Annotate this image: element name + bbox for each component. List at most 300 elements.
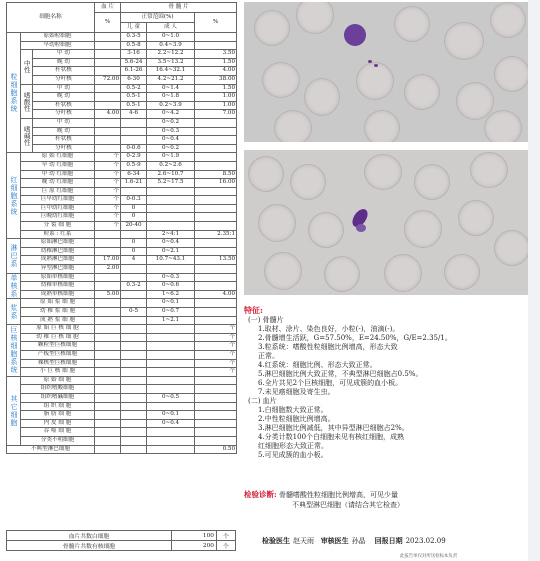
header-row xyxy=(7,3,237,13)
table-row xyxy=(7,342,237,351)
table-row xyxy=(7,101,237,110)
page-edge xyxy=(528,0,540,561)
table-row xyxy=(7,368,237,377)
cell-name: 杆状核 xyxy=(33,136,95,145)
child-range xyxy=(121,368,147,377)
marrow-value: 13.50 xyxy=(195,256,237,265)
group-label: 粒细胞系统 xyxy=(7,33,21,153)
table-row xyxy=(7,33,237,42)
marrow-value xyxy=(195,376,237,385)
blood-value: 4.00 xyxy=(95,110,121,119)
blood-value xyxy=(95,93,121,102)
blood-value xyxy=(95,445,121,454)
cell-name: 晚 幼 红细胞 xyxy=(21,179,95,188)
child-range: 4-6 xyxy=(121,110,147,119)
finding-item: 1.白细胞数大致正常。 xyxy=(258,406,328,414)
table-row xyxy=(7,393,237,402)
marrow-value xyxy=(195,436,237,445)
finding-item: 3.淋巴细胞比例减低，其中异型淋巴细胞占2%。 xyxy=(258,424,409,432)
finding-item: 2.骨髓增生活跃，G=57.50%，E=24.50%，G/E=2.35/1。 xyxy=(258,334,452,342)
cell-name: 幼 稚 浆 细 胞 xyxy=(21,308,95,317)
marrow-value xyxy=(195,308,237,317)
marrow-value xyxy=(195,161,237,170)
group-label: 红细胞系统 xyxy=(7,153,21,239)
cell-name: 原始淋巴细胞 xyxy=(21,239,95,248)
cell-name: 原 始 细 胞 xyxy=(21,376,95,385)
cell-name: 粒系 : 红系 xyxy=(21,230,95,239)
table-row xyxy=(7,325,237,334)
child-range: 0.5-1 xyxy=(121,93,147,102)
child-range xyxy=(121,359,147,368)
report-date: 2023.02.09 xyxy=(405,537,446,545)
child-range xyxy=(121,376,147,385)
table-row xyxy=(7,75,237,84)
table-row xyxy=(7,213,237,222)
blood-value xyxy=(95,144,121,153)
footer-unit: 个 xyxy=(217,541,236,551)
subgroup-label: 中性 xyxy=(21,50,33,84)
blood-value xyxy=(95,50,121,59)
marrow-value: 4.00 xyxy=(195,67,237,76)
child-header: 儿 童 xyxy=(121,23,147,33)
cell-name: 巨 原 红细胞 xyxy=(21,187,95,196)
marrow-value xyxy=(195,316,237,325)
cell-name: 成熟单核细胞 xyxy=(21,290,95,299)
group-label: 其它细胞 xyxy=(7,376,21,445)
adult-range xyxy=(147,376,195,385)
blood-value xyxy=(95,118,121,127)
marrow-value: 4.00 xyxy=(195,290,237,299)
marrow-value: 8.50 xyxy=(195,170,237,179)
child-range: 6-34 xyxy=(121,170,147,179)
table-row xyxy=(7,136,237,145)
blood-value xyxy=(95,136,121,145)
findings-title: 特征 xyxy=(244,305,260,315)
cell-name: 幼稚淋巴细胞 xyxy=(21,247,95,256)
blood-value xyxy=(95,316,121,325)
blood-value: 个 xyxy=(95,222,121,231)
adult-range: 0~1.0 xyxy=(147,33,195,42)
child-range: 0.5-9 xyxy=(121,161,147,170)
marrow-value xyxy=(195,136,237,145)
table-row xyxy=(7,350,237,359)
table-row xyxy=(7,161,237,170)
blood-micrograph xyxy=(244,150,528,295)
child-range: 0.5-1 xyxy=(121,101,147,110)
adult-range xyxy=(147,342,195,351)
blood-value xyxy=(95,368,121,377)
table-row xyxy=(7,170,237,179)
marrow-value xyxy=(195,41,237,50)
cell-name: 裸核型巨核细胞 xyxy=(21,359,95,368)
cell-name: 幼 稚 巨 核 细 胞 xyxy=(21,333,95,342)
child-range: 1.6-21 xyxy=(121,179,147,188)
subgroup-label: 嗜酸性 xyxy=(21,84,33,118)
subgroup-label: 嗜碱性 xyxy=(21,118,33,152)
doctor-name: 赵天雨 xyxy=(293,537,314,545)
cell-name: 组织嗜碱细胞 xyxy=(21,393,95,402)
adult-range: 0~0.7 xyxy=(147,308,195,317)
cell-name: 组织嗜酸细胞 xyxy=(21,385,95,394)
cell-name: 巨中幼红细胞 xyxy=(21,204,95,213)
blood-value: 个 xyxy=(95,161,121,170)
child-range: 0 xyxy=(121,213,147,222)
table-row xyxy=(7,282,237,291)
adult-range xyxy=(147,368,195,377)
footer-value: 100 xyxy=(172,531,217,541)
cell-name: 分类不明细胞 xyxy=(21,436,95,445)
cell-name: 异型淋巴细胞 xyxy=(21,265,95,274)
table-row xyxy=(7,58,237,67)
blood-value xyxy=(95,428,121,437)
table-row xyxy=(7,67,237,76)
adult-range xyxy=(147,204,195,213)
child-range: 0.3-5 xyxy=(121,33,147,42)
blood-header: 血 片 xyxy=(95,3,121,13)
blood-value xyxy=(95,308,121,317)
adult-range: 0~1.4 xyxy=(147,84,195,93)
adult-range: 3.5~13.2 xyxy=(147,58,195,67)
adult-range xyxy=(147,187,195,196)
cell-count-table xyxy=(6,2,236,454)
footer-unit: 个 xyxy=(217,531,236,541)
adult-range xyxy=(147,196,195,205)
blood-value xyxy=(95,402,121,411)
blood-value: 17.00 xyxy=(95,256,121,265)
adult-range: 4.2~21.2 xyxy=(147,75,195,84)
marrow-subheading: (一) 骨髓片 xyxy=(248,316,284,324)
blood-value xyxy=(95,273,121,282)
finding-item: 2.中性粒细胞比例增高。 xyxy=(258,415,335,423)
blood-value: 个 xyxy=(95,170,121,179)
child-range: 0-0.6 xyxy=(121,144,147,153)
blood-value xyxy=(95,436,121,445)
table-row xyxy=(7,41,237,50)
child-range: 5.6-24 xyxy=(121,58,147,67)
blood-value xyxy=(95,325,121,334)
marrow-value: 1.50 xyxy=(195,58,237,67)
blood-value: 个 xyxy=(95,153,121,162)
child-range xyxy=(121,436,147,445)
table-row xyxy=(7,333,237,342)
blood-value xyxy=(95,127,121,136)
cell-name: 巨早幼红细胞 xyxy=(21,196,95,205)
marrow-value xyxy=(195,33,237,42)
marrow-findings-list xyxy=(244,325,534,397)
blood-value xyxy=(95,333,121,342)
blood-value xyxy=(95,350,121,359)
table-row xyxy=(7,436,237,445)
marrow-value xyxy=(195,247,237,256)
footer-value: 200 xyxy=(172,541,217,551)
marrow-value xyxy=(195,273,237,282)
cell-name: 巨晚幼红细胞 xyxy=(21,213,95,222)
table-row xyxy=(7,428,237,437)
child-range xyxy=(121,333,147,342)
marrow-value: 个 xyxy=(195,359,237,368)
footer-label: 血片共数白细胞 xyxy=(7,531,172,541)
table-row xyxy=(7,299,237,308)
report-table xyxy=(6,2,237,454)
marrow-value xyxy=(195,419,237,428)
blood-value xyxy=(95,376,121,385)
cell-name: 原 始 浆 细 胞 xyxy=(21,299,95,308)
blood-value: 2.00 xyxy=(95,265,121,274)
table-row xyxy=(7,308,237,317)
cell-name: 分叶核 xyxy=(33,110,95,119)
table-row xyxy=(7,118,237,127)
marrow-value xyxy=(195,402,237,411)
table-row xyxy=(7,230,237,239)
table-row xyxy=(7,239,237,248)
blood-subheading: (二) 血片 xyxy=(248,397,277,405)
adult-range: 0~0.3 xyxy=(147,127,195,136)
marrow-value: 个 xyxy=(195,325,237,334)
finding-item: 1.取材、涂片、染色良好，小粒(-)，油滴(-)。 xyxy=(258,325,400,333)
blood-value xyxy=(95,282,121,291)
cell-name: 脂 肪 细 胞 xyxy=(21,411,95,420)
adult-range xyxy=(147,402,195,411)
table-row xyxy=(7,50,237,59)
table-row xyxy=(7,196,237,205)
blood-value xyxy=(95,411,121,420)
cell-name: 杆状核 xyxy=(33,101,95,110)
child-range xyxy=(121,350,147,359)
adult-range: 10.7~43.1 xyxy=(147,256,195,265)
child-range xyxy=(121,136,147,145)
adult-range xyxy=(147,333,195,342)
marrow-value: 38.00 xyxy=(195,75,237,84)
adult-range xyxy=(147,213,195,222)
footer-row xyxy=(7,541,236,551)
blood-value xyxy=(95,33,121,42)
child-range: 0 xyxy=(121,204,147,213)
marrow-value xyxy=(195,239,237,248)
group-label: 巨核细胞系统 xyxy=(7,325,21,377)
adult-range: 1~2.1 xyxy=(147,316,195,325)
adult-range xyxy=(147,350,195,359)
cell-name: 小 巨 核 细 胞 xyxy=(21,368,95,377)
child-range xyxy=(121,265,147,274)
table-row xyxy=(7,445,237,454)
cell-name: 成 熟 浆 细 胞 xyxy=(21,316,95,325)
child-range: 0-2.9 xyxy=(121,153,147,162)
marrow-value xyxy=(195,196,237,205)
child-range: 0-5 xyxy=(121,308,147,317)
marrow-micrograph xyxy=(244,2,528,142)
child-range: 0-0.3 xyxy=(121,196,147,205)
child-range xyxy=(121,411,147,420)
cell-name: 不典型淋巴细胞 xyxy=(7,445,95,454)
cell-name: 中 幼 xyxy=(33,118,95,127)
adult-range: 0~0.1 xyxy=(147,411,195,420)
adult-header: 成 人 xyxy=(147,23,195,33)
adult-range xyxy=(147,385,195,394)
cell-name: 成熟淋巴细胞 xyxy=(21,256,95,265)
blood-value: 个 xyxy=(95,179,121,188)
blood-value xyxy=(95,342,121,351)
adult-range xyxy=(147,445,195,454)
cell-name: 原始粒细胞 xyxy=(21,33,95,42)
child-range: 6.1-26 xyxy=(121,67,147,76)
blood-value xyxy=(95,239,121,248)
table-row xyxy=(7,247,237,256)
cell-name: 晚 幼 xyxy=(33,58,95,67)
adult-range: 0~0.5 xyxy=(147,393,195,402)
blood-value xyxy=(95,58,121,67)
table-row xyxy=(7,316,237,325)
marrow-value xyxy=(195,411,237,420)
adult-range: 2~4:1 xyxy=(147,230,195,239)
adult-range: 0~1.9 xyxy=(147,153,195,162)
cell-name: 吞 噬 细 胞 xyxy=(21,428,95,437)
finding-item: 4.红系统：细胞比例、形态大致正常。 xyxy=(258,361,377,369)
table-row xyxy=(7,179,237,188)
reviewer-label: 审核医生 xyxy=(320,536,349,545)
group-label: 单核系 xyxy=(7,273,21,299)
cell-name: 产板型巨核细胞 xyxy=(21,350,95,359)
child-range: 20-40 xyxy=(121,222,147,231)
table-row xyxy=(7,411,237,420)
table-row xyxy=(7,419,237,428)
adult-range xyxy=(147,265,195,274)
table-row xyxy=(7,376,237,385)
finding-item: 5.可见成簇的血小板。 xyxy=(258,451,328,459)
footer-row xyxy=(7,531,236,541)
cell-name: 晚 幼 xyxy=(33,127,95,136)
name-col-header: 细胞名称 xyxy=(7,3,95,33)
adult-range: 0~0.1 xyxy=(147,299,195,308)
cell-name: 分叶核 xyxy=(33,75,95,84)
marrow-value: 1.00 xyxy=(195,101,237,110)
marrow-value xyxy=(195,393,237,402)
adult-range: 2.2~12.2 xyxy=(147,50,195,59)
marrow-value xyxy=(195,127,237,136)
blood-value: 个 xyxy=(95,204,121,213)
blood-value: 个 xyxy=(95,187,121,196)
blood-value xyxy=(95,67,121,76)
child-range xyxy=(121,299,147,308)
marrow-header: 骨 髓 片 xyxy=(121,3,237,13)
child-range: 6-30 xyxy=(121,75,147,84)
marrow-value: 个 xyxy=(195,342,237,351)
table-row xyxy=(7,359,237,368)
blood-pct-header: % xyxy=(95,13,121,33)
normal-range-header: 正常范围(%) xyxy=(121,13,195,23)
blood-value xyxy=(95,41,121,50)
date-label: 回报日期 xyxy=(374,536,403,545)
blood-value xyxy=(95,84,121,93)
cell-name: 中 幼 xyxy=(33,84,95,93)
adult-range: 0~2.1 xyxy=(147,247,195,256)
diagnosis-line-1: 骨髓嗜酸性粒细胞比例增高，可见少量 xyxy=(279,491,399,499)
marrow-value xyxy=(195,299,237,308)
child-range: 0 xyxy=(121,247,147,256)
adult-range: 0~0.6 xyxy=(147,282,195,291)
adult-range: 1~6.2 xyxy=(147,290,195,299)
marrow-value: 个 xyxy=(195,350,237,359)
adult-range: 5.2~17.5 xyxy=(147,179,195,188)
child-range xyxy=(121,127,147,136)
child-range xyxy=(121,419,147,428)
marrow-value: 7.00 xyxy=(195,110,237,119)
child-range: 0.5-2 xyxy=(121,84,147,93)
marrow-value xyxy=(195,265,237,274)
findings-section xyxy=(244,306,534,460)
blood-findings-list xyxy=(244,406,534,460)
marrow-value xyxy=(195,204,237,213)
adult-range: 0~0.3 xyxy=(147,273,195,282)
marrow-value xyxy=(195,282,237,291)
adult-range xyxy=(147,222,195,231)
marrow-value: 0.50 xyxy=(195,445,237,454)
adult-range: 0~4.2 xyxy=(147,110,195,119)
cell-name: 颗粒型巨核细胞 xyxy=(21,342,95,351)
adult-range xyxy=(147,436,195,445)
cell-name: 原 始 红细胞 xyxy=(21,153,95,162)
table-row xyxy=(7,256,237,265)
child-range xyxy=(121,316,147,325)
table-row xyxy=(7,385,237,394)
child-range xyxy=(121,402,147,411)
child-range xyxy=(121,385,147,394)
child-range xyxy=(121,393,147,402)
cell-name: 早 幼 红细胞 xyxy=(21,161,95,170)
cell-name: 幼稚单核细胞 xyxy=(21,282,95,291)
adult-range: 0~0.2 xyxy=(147,118,195,127)
adult-range: 0~0.4 xyxy=(147,419,195,428)
cell-name: 中 幼 红细胞 xyxy=(21,170,95,179)
adult-range xyxy=(147,428,195,437)
finding-item: 7.未见癌细胞及寄生虫。 xyxy=(258,388,335,396)
adult-range: 0~0.4 xyxy=(147,136,195,145)
blood-value xyxy=(95,247,121,256)
diagnosis-title: 检验诊断 xyxy=(244,490,274,499)
signature-line xyxy=(262,536,446,546)
marrow-value xyxy=(195,385,237,394)
finding-item: 正常。 xyxy=(258,352,279,360)
child-range xyxy=(121,325,147,334)
adult-range: 0~0.4 xyxy=(147,239,195,248)
child-range xyxy=(121,187,147,196)
table-row xyxy=(7,127,237,136)
table-row xyxy=(7,93,237,102)
table-row xyxy=(7,402,237,411)
cell-name: 早幼粒细胞 xyxy=(21,41,95,50)
marrow-value: 3.50 xyxy=(195,50,237,59)
child-range: 4 xyxy=(121,256,147,265)
cell-name: 中 幼 xyxy=(33,50,95,59)
blood-value: 5.00 xyxy=(95,290,121,299)
diagnosis-colon: : xyxy=(274,490,277,499)
table-row xyxy=(7,222,237,231)
adult-range: 2.6~10.7 xyxy=(147,170,195,179)
reviewer-name: 孙晶 xyxy=(351,537,366,545)
cell-name: 晚 幼 xyxy=(33,93,95,102)
cell-name: 原始单核细胞 xyxy=(21,273,95,282)
table-row xyxy=(7,265,237,274)
table-row xyxy=(7,153,237,162)
cell-name: 杆状核 xyxy=(33,67,95,76)
marrow-value: 1.00 xyxy=(195,93,237,102)
cell-name: 分 裂 细 胞 xyxy=(21,222,95,231)
blood-value xyxy=(95,419,121,428)
adult-range xyxy=(147,359,195,368)
finding-item: 3.粒系统：嗜酸性粒细胞比例增高，形态大致 xyxy=(258,343,398,351)
adult-range: 0.2~2.6 xyxy=(147,161,195,170)
marrow-value xyxy=(195,153,237,162)
diagnosis-section xyxy=(244,490,404,510)
